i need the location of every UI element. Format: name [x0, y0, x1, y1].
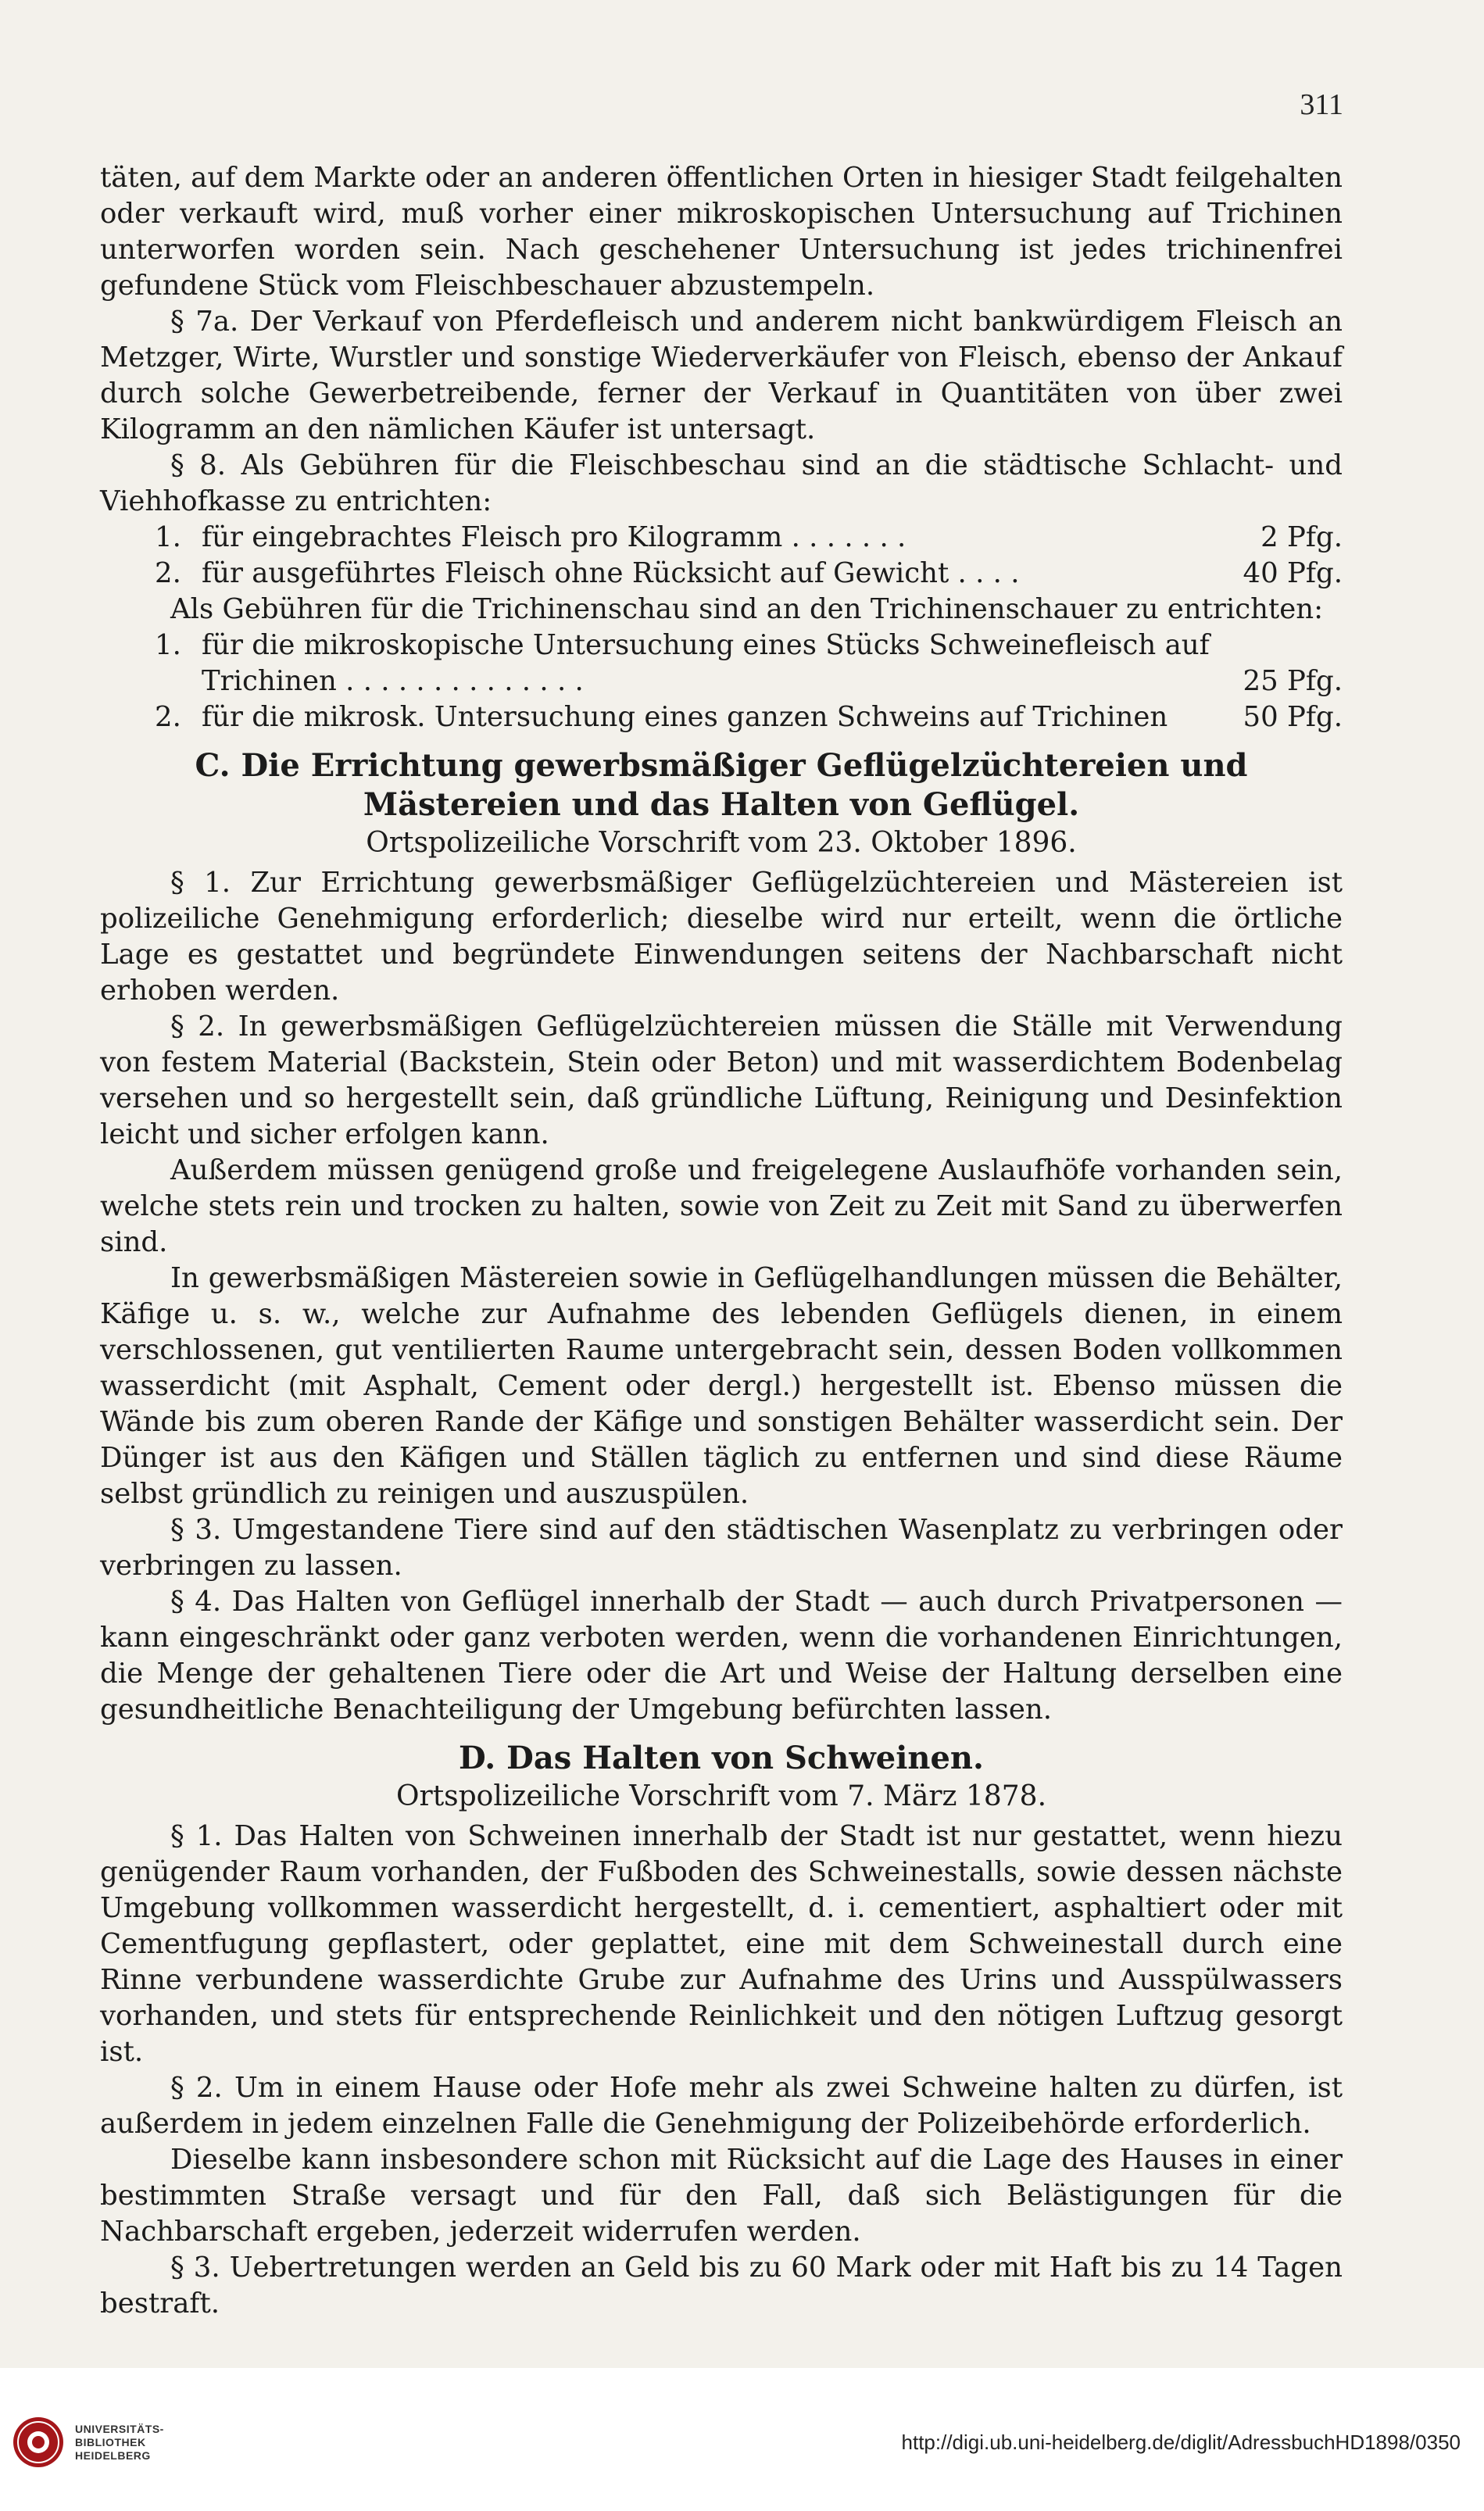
list-item: 1. für eingebrachtes Fleisch pro Kilogramm . . . . . . . 2 Pfg.	[155, 521, 1343, 553]
library-logo[interactable]	[11, 2415, 164, 2470]
list-item: 1. für die mikroskopische Untersuchung eines Stücks Schweinefleisch auf	[155, 629, 1210, 661]
paragraph: § 3. Uebertretungen werden an Geld bis zu 60 Mark oder mit Haft bis zu 14 Tagen bestraft.	[100, 2252, 1343, 2320]
section-d-subtitle: Ortspolizeiliche Vorschrift vom 7. März 1878.	[395, 1780, 1047, 1812]
paragraph: täten, auf dem Markte oder an anderen öffentlichen Orten in hiesiger Stadt feilgehalten oder verkauft wird, muß vorher einer mikroskopischen Untersuchung auf Trichinen unterworfen worden sein. Nach geschehener Untersuchung ist jedes trichinenfrei gefundene Stück vom Fleischbeschauer abzustempeln.	[100, 162, 1343, 302]
library-name: UNIVERSITÄTS- BIBLIOTHEK HEIDELBERG	[75, 2422, 164, 2462]
section-d-heading	[100, 1739, 1343, 1778]
library-seal-icon	[11, 2415, 66, 2470]
section-c-subtitle: Ortspolizeiliche Vorschrift vom 23. Oktober 1896.	[366, 827, 1077, 859]
section-title: Die Errichtung gewerbsmäßiger Geflügelzüchtereien und Mästereien und das Halten von Geflügel.	[241, 747, 1248, 823]
section-c-heading	[100, 746, 1343, 824]
paragraph: § 8. Als Gebühren für die Fleischbeschau sind an die städtische Schlacht- und Viehhofkasse zu entrichten:	[100, 449, 1343, 517]
paragraph: Dieselbe kann insbesondere schon mit Rücksicht auf die Lage des Hauses in einer bestimmten Straße versagt und für den Fall, daß sich Belästigungen für die Nachbarschaft ergeben, jederzeit widerrufen werden.	[100, 2144, 1343, 2248]
source-url[interactable]: http://digi.ub.uni-heidelberg.de/diglit/AdressbuchHD1898/0350	[901, 2431, 1461, 2454]
fee-list-meat	[100, 520, 1343, 592]
section-letter: D.	[459, 1740, 496, 1776]
paragraph: § 1. Zur Errichtung gewerbsmäßiger Geflügelzüchtereien und Mästereien ist polizeiliche Genehmigung erforderlich; dieselbe wird nur erteilt, wenn die örtliche Lage es gestattet und begründete Einwendungen seitens der Nachbarschaft nicht erhoben werden.	[100, 867, 1343, 1007]
paragraph: § 1. Das Halten von Schweinen innerhalb der Stadt ist nur gestattet, wenn hiezu genügender Raum vorhanden, der Fußboden des Schweinestalls, sowie dessen nächste Umgebung vollkommen wasserdicht hergestellt, d. i. cementiert, asphaltiert oder mit Cementfugung gepflastert, oder geplattet, eine mit dem Schweinestall durch eine Rinne verbundene wasserdichte Grube zur Aufnahme des Urins und Ausspülwassers vorhanden, und stets für entsprechende Reinlichkeit und den nötigen Luftzug gesorgt ist.	[100, 1820, 1343, 2068]
page-body	[100, 160, 1343, 2322]
paragraph: Außerdem müssen genügend große und freigelegene Auslaufhöfe vorhanden sein, welche stets rein und trocken zu halten, sowie von Zeit zu Zeit mit Sand zu überwerfen sind.	[100, 1154, 1343, 1258]
list-item-continuation: Trichinen . . . . . . . . . . . . . . 25 Pfg.	[202, 665, 1343, 697]
paragraph: § 4. Das Halten von Geflügel innerhalb der Stadt — auch durch Privatpersonen — kann eingeschränkt oder ganz verboten werden, wenn die vorhandenen Einrichtungen, die Menge der gehaltenen Tiere oder die Art und Weise der Haltung derselben eine gesundheitliche Benachteiligung der Umgebung befürchten lassen.	[100, 1586, 1343, 1726]
page-number: 311	[1300, 88, 1343, 121]
paragraph: § 7a. Der Verkauf von Pferdefleisch und anderem nicht bankwürdigem Fleisch an Metzger, Wirte, Wurstler und sonstige Wiederverkäufer von Fleisch, ebenso der Ankauf durch solche Gewerbetreibende, ferner der Verkauf in Quantitäten von über zwei Kilogramm an den nämlichen Käufer ist untersagt.	[100, 306, 1343, 445]
paragraph: Als Gebühren für die Trichinenschau sind an den Trichinenschauer zu entrichten:	[170, 593, 1324, 625]
paragraph: § 3. Umgestandene Tiere sind auf den städtischen Wasenplatz zu verbringen oder verbringen zu lassen.	[100, 1514, 1343, 1582]
fee-list-trichina	[100, 628, 1343, 735]
paragraph: In gewerbsmäßigen Mästereien sowie in Geflügelhandlungen müssen die Behälter, Käfige u. s. w., welche zur Aufnahme des lebenden Geflügels dienen, in einem verschlossenen, gut ventilierten Raume untergebracht sein, dessen Boden vollkommen wasserdicht (mit Asphalt, Cement oder dergl.) hergestellt ist. Ebenso müssen die Wände bis zum oberen Rande der Käfige und sonstigen Behälter wasserdicht sein. Der Dünger ist aus den Käfigen und Ställen täglich zu entfernen und sind diese Räume selbst gründlich zu reinigen und auszuspülen.	[100, 1262, 1343, 1510]
list-item: 2. für ausgeführtes Fleisch ohne Rücksicht auf Gewicht . . . . 40 Pfg.	[155, 557, 1343, 589]
section-letter: C.	[195, 747, 231, 784]
paragraph: § 2. In gewerbsmäßigen Geflügelzüchtereien müssen die Ställe mit Verwendung von festem Material (Backstein, Stein oder Beton) und mit wasserdichtem Bodenbelag versehen und so hergestellt sein, daß gründliche Lüftung, Reinigung und Desinfektion leicht und sicher erfolgen kann.	[100, 1010, 1343, 1150]
list-item: 2. für die mikrosk. Untersuchung eines ganzen Schweins auf Trichinen 50 Pfg.	[155, 701, 1343, 733]
paragraph: § 2. Um in einem Hause oder Hofe mehr als zwei Schweine halten zu dürfen, ist außerdem in jedem einzelnen Falle die Genehmigung der Polizeibehörde erforderlich.	[100, 2072, 1343, 2140]
section-title: Das Halten von Schweinen.	[506, 1740, 984, 1776]
